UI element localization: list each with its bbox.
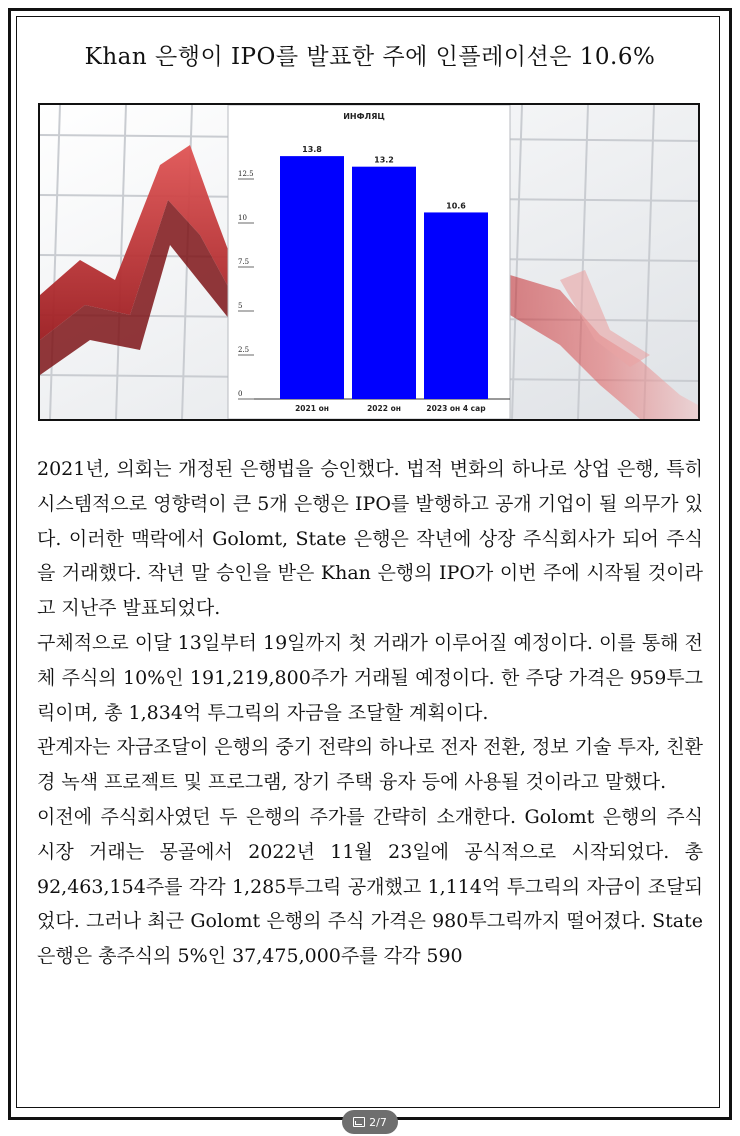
category-labels (295, 404, 486, 413)
page-indicator[interactable] (342, 1110, 398, 1134)
y-tick-label: 2.5 (238, 346, 250, 354)
category-label: 2021 он (295, 404, 329, 413)
image-icon (353, 1117, 365, 1127)
inflation-chart-figure (38, 103, 700, 421)
page-indicator-label: 2/7 (369, 1115, 387, 1129)
chart-title: ИНФЛЯЦ (343, 112, 385, 121)
y-tick-label: 12.5 (238, 170, 254, 178)
chart-svg (40, 105, 698, 419)
bar-value-label: 13.8 (302, 145, 322, 155)
y-tick-label: 0 (238, 390, 243, 398)
bar (280, 156, 344, 399)
bar (424, 212, 488, 399)
category-label: 2022 он (367, 404, 401, 413)
paragraph-3: 관계자는 자금조달이 은행의 중기 전략의 하나로 전자 전환, 정보 기술 투자, 친환경 녹색 프로젝트 및 프로그램, 장기 주택 융자 등에 사용될 것이라고 말했다. (37, 736, 703, 794)
article-body (37, 452, 703, 974)
y-tick-label: 10 (238, 214, 247, 222)
article-title: Khan 은행이 IPO를 발표한 주에 인플레이션은 10.6% (84, 44, 656, 70)
bar (352, 167, 416, 399)
bar-value-label: 10.6 (446, 201, 466, 211)
paragraph-2: 구체적으로 이달 13일부터 19일까지 첫 거래가 이루어질 예정이다. 이를 통해 전체 주식의 10%인 191,219,800주가 거래될 예정이다. 한 주당 가격은 959투그릭이며, 총 1,834억 투그릭의 자금을 조달할 계획이다. (37, 631, 703, 724)
bar-value-label: 13.2 (374, 155, 394, 165)
paragraph-1: 2021년, 의회는 개정된 은행법을 승인했다. 법적 변화의 하나로 상업 은행, 특히 시스템적으로 영향력이 큰 5개 은행은 IPO를 발행하고 공개 기업이 될 의무가 있다. 이러한 맥락에서 Golomt, State 은행은 작년에 상장 주식회사가 되어 주식을 거래했다. 작년 말 승인을 받은 Khan 은행의 IPO가 이번 주에 시작될 것이라고 지난주 발표되었다. (37, 458, 703, 620)
paragraph-4: 이전에 주식회사였던 두 은행의 주가를 간략히 소개한다. Golomt 은행의 주식 시장 거래는 몽골에서 2022년 11월 23일에 공식적으로 시작되었다. 총 92,463,154주를 각각 1,285투그릭 공개했고 1,114억 투그릭의 자금이 조달되었다. 그러나 최근 Golomt 은행의 주식 가격은 980투그릭까지 떨어졌다. State 은행은 총주식의 5%인 37,475,000주를 각각 590 (37, 805, 703, 968)
y-tick-label: 5 (238, 302, 243, 310)
y-tick-label: 7.5 (238, 258, 250, 266)
category-label: 2023 он 4 сар (426, 404, 486, 413)
